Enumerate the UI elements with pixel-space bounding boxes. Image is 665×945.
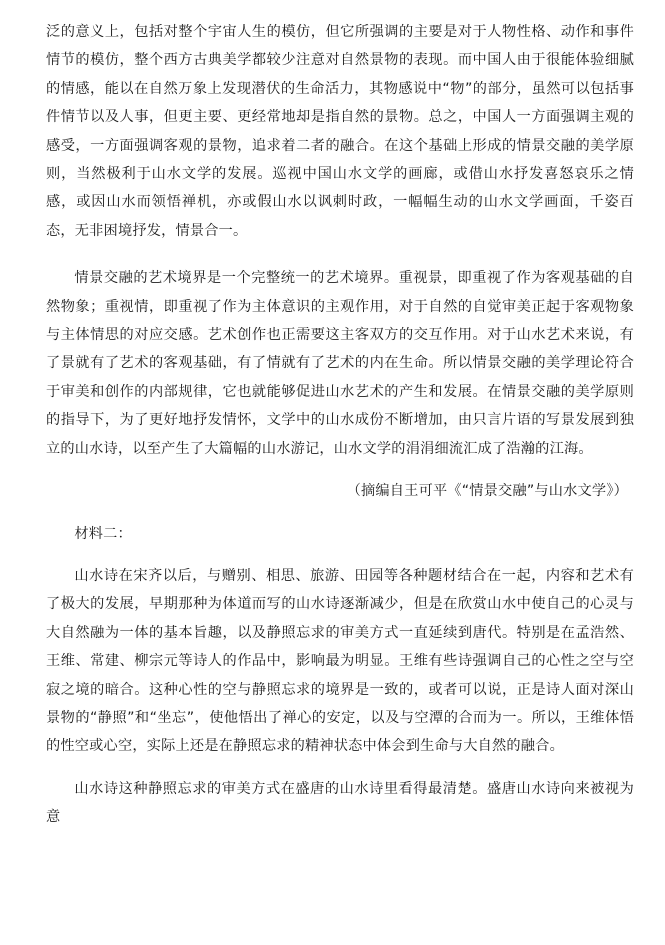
paragraph-gap bbox=[46, 463, 634, 477]
paragraph-gap bbox=[46, 245, 634, 264]
paragraph-gap bbox=[46, 761, 634, 775]
source-citation: （摘编自王可平《“情景交融”与山水文学》） bbox=[346, 483, 628, 500]
paragraph-gap bbox=[46, 548, 634, 562]
paragraph-gap bbox=[46, 506, 634, 520]
material-2-label: 材料二： bbox=[74, 525, 132, 542]
paragraph-2: 情景交融的艺术境界是一个完整统一的艺术境界。重视景，即重视了作为客观基础的自然物象；重视情，即重视了作为主体意识的主观作用，对于自然的自觉审美正起于客观物象与主体情思的对应交感。艺术创作也正需要这主客双方的交互作用。对于山水艺术来说，有了景就有了艺术的客观基础，有了情就有了艺术的内在生命。所以情景交融的美学理论符合于审美和创作的内部规律，它也就能够促进山水艺术的产生和发展。在情景交融的美学原则的指导下，为了更好地抒发情怀，文学中的山水成份不断增加，由只言片语的写景发展到独立的山水诗，以至产生了大篇幅的山水游记，山水文学的涓涓细流汇成了浩瀚的江海。 bbox=[46, 270, 634, 457]
paragraph-3: 山水诗在宋齐以后，与赠别、相思、旅游、田园等各种题材结合在一起，内容和艺术有了极大的发展，早期那种为体道而写的山水诗逐渐减少，但是在欣赏山水中使自己的心灵与大自然融为一体的基本旨趣，以及静照忘求的审美方式一直延续到唐代。特别是在孟浩然、王维、常建、柳宗元等诗人的作品中，影响最为明显。王维有些诗强调自己的心性之空与空寂之境的暗合。这种心性的空与静照忘求的境界是一致的，或者可以说，正是诗人面对深山景物的“静照”和“坐忘”，使他悟出了禅心的安定，以及与空潭的合而为一。所以，王维体悟的性空或心空，实际上还是在静照忘求的精神状态中体会到生命与大自然的融合。 bbox=[46, 567, 634, 755]
paragraph-1: 泛的意义上，包括对整个宇宙人生的模仿，但它所强调的主要是对于人物性格、动作和事件情节的模仿，整个西方古典美学都较少注意对自然景物的表现。而中国人由于很能体验细腻的情感，能以在自然万象上发现潜伏的生命活力，其物感说中“物”的部分，虽然可以包括事件情节以及人事，但更主要、更经常地却是指自然的景物。总之，中国人一方面强调主观的感受，一方面强调客观的景物，追求着二者的融合。在这个基础上形成的情景交融的美学原则，当然极利于山水文学的发展。巡视中国山水文学的画廊，或借山水抒发喜怒哀乐之情感，或因山水而领悟禅机，亦或假山水以讽刺时政，一幅幅生动的山水文学画面，千姿百态，无非困境抒发，情景合一。 bbox=[46, 24, 634, 239]
paragraph-4: 山水诗这种静照忘求的审美方式在盛唐的山水诗里看得最清楚。盛唐山水诗向来被视为意 bbox=[46, 780, 634, 826]
